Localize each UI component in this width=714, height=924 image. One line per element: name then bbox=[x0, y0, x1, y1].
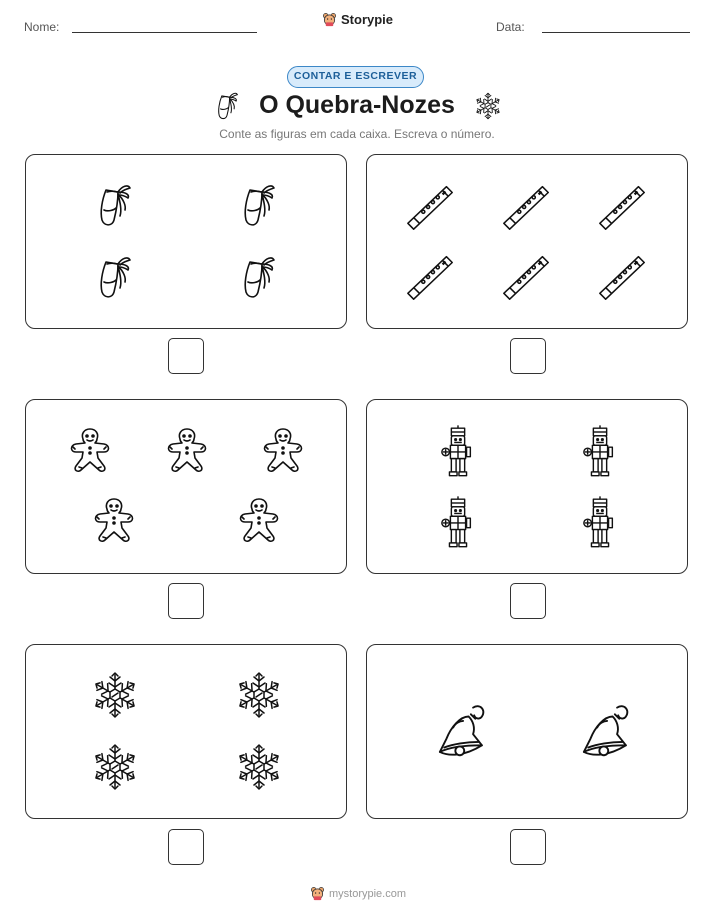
counting-box-ballet-shoes bbox=[25, 154, 347, 329]
page-title: O Quebra-Nozes bbox=[259, 91, 455, 119]
instructions: Conte as figuras em cada caixa. Escreva o número. bbox=[219, 127, 495, 141]
nutcracker-icon bbox=[439, 424, 477, 478]
snowflake-icon bbox=[235, 743, 283, 791]
bell-icon bbox=[431, 701, 493, 763]
ballet-shoe-icon bbox=[238, 179, 278, 229]
snowflake-icon bbox=[474, 92, 502, 120]
flute-icon bbox=[500, 249, 554, 303]
answer-box-ballet-shoes[interactable] bbox=[168, 338, 204, 374]
brand-logo bbox=[322, 12, 393, 27]
ballet-shoe-icon bbox=[94, 179, 134, 229]
gingerbread-man-icon bbox=[235, 496, 283, 544]
flute-icon bbox=[596, 249, 650, 303]
snowflake-icon bbox=[235, 671, 283, 719]
answer-box-snowflakes[interactable] bbox=[168, 829, 204, 865]
gingerbread-man-icon bbox=[259, 426, 307, 474]
answer-box-flutes[interactable] bbox=[510, 338, 546, 374]
bell-icon bbox=[575, 701, 637, 763]
counting-box-gingerbread bbox=[25, 399, 347, 574]
name-label: Nome: bbox=[24, 20, 60, 34]
flute-icon bbox=[404, 249, 458, 303]
footer bbox=[310, 886, 406, 901]
ballet-shoe-icon bbox=[238, 251, 278, 301]
gingerbread-man-icon bbox=[90, 496, 138, 544]
counting-box-nutcrackers bbox=[366, 399, 688, 574]
flute-icon bbox=[404, 179, 458, 233]
footer-url[interactable]: mystorypie.com bbox=[329, 887, 407, 900]
nutcracker-icon bbox=[581, 424, 619, 478]
gingerbread-man-icon bbox=[66, 426, 114, 474]
storypie-bear-icon bbox=[322, 12, 337, 27]
activity-badge: CONTAR E ESCREVER bbox=[287, 66, 424, 88]
flute-icon bbox=[500, 179, 554, 233]
nutcracker-icon bbox=[439, 495, 477, 549]
date-label: Data: bbox=[496, 20, 525, 34]
name-field-line[interactable] bbox=[72, 32, 257, 33]
answer-box-gingerbread[interactable] bbox=[168, 583, 204, 619]
snowflake-icon bbox=[91, 671, 139, 719]
counting-box-flutes bbox=[366, 154, 688, 329]
answer-box-nutcrackers[interactable] bbox=[510, 583, 546, 619]
flute-icon bbox=[596, 179, 650, 233]
brand-name: Storypie bbox=[341, 12, 394, 27]
nutcracker-icon bbox=[581, 495, 619, 549]
gingerbread-man-icon bbox=[163, 426, 211, 474]
snowflake-icon bbox=[91, 743, 139, 791]
ballet-shoe-icon bbox=[94, 251, 134, 301]
answer-box-bells[interactable] bbox=[510, 829, 546, 865]
counting-box-bells bbox=[366, 644, 688, 819]
storypie-bear-icon bbox=[310, 886, 325, 901]
date-field-line[interactable] bbox=[542, 32, 690, 33]
counting-box-snowflakes bbox=[25, 644, 347, 819]
